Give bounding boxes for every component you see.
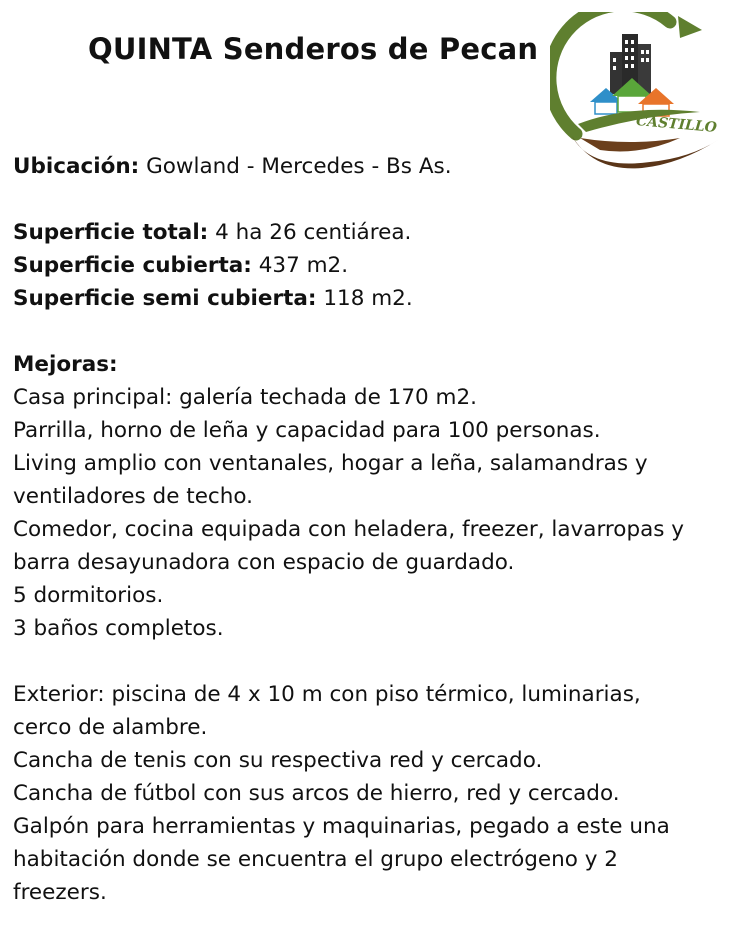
mejoras-line: Casa principal: galería techada de 170 m2. — [13, 385, 477, 410]
ubicacion-label: Ubicación: — [13, 154, 140, 179]
mejoras-line: Living amplio con ventanales, hogar a leña, salamandras y — [13, 451, 648, 476]
ubicacion-value: Gowland - Mercedes - Bs As. — [139, 154, 452, 179]
logo-text: CASTILLO — [635, 113, 718, 137]
superficie-label: Superficie semi cubierta: — [13, 286, 317, 311]
exterior-line: habitación donde se encuentra el grupo electrógeno y 2 — [13, 847, 618, 872]
mejoras-line: Comedor, cocina equipada con heladera, freezer, lavarropas y — [13, 517, 685, 542]
mejoras-heading: Mejoras: — [13, 352, 118, 377]
superficie-value: 118 m2. — [316, 286, 413, 311]
mejoras-line: Parrilla, horno de leña y capacidad para 100 personas. — [13, 418, 601, 443]
exterior-line: Galpón para herramientas y maquinarias, pegado a este una — [13, 814, 670, 839]
exterior-line: cerco de alambre. — [13, 715, 208, 740]
exterior-line: Exterior: piscina de 4 x 10 m con piso térmico, luminarias, — [13, 682, 641, 707]
page-title: QUINTA Senderos de Pecan — [88, 32, 539, 66]
mejoras-line: 5 dormitorios. — [13, 583, 164, 608]
superficie-cubierta-line — [13, 249, 725, 282]
superficie-label: Superficie cubierta: — [13, 253, 252, 278]
superficie-value: 437 m2. — [251, 253, 349, 278]
superficie-total-line — [13, 216, 725, 249]
superficie-semi-cubierta-line — [13, 282, 725, 315]
superficie-label: Superficie total: — [13, 220, 209, 245]
mejoras-line: ventiladores de techo. — [13, 484, 253, 509]
property-description — [13, 150, 725, 909]
castillo-logo — [550, 12, 720, 172]
mejoras-line: 3 baños completos. — [13, 616, 224, 641]
exterior-line: Cancha de tenis con su respectiva red y cercado. — [13, 748, 543, 773]
mejoras-line: barra desayunadora con espacio de guardado. — [13, 550, 515, 575]
ubicacion-line — [13, 150, 725, 183]
superficie-value: 4 ha 26 centiárea. — [208, 220, 412, 245]
exterior-line: freezers. — [13, 880, 107, 905]
exterior-line: Cancha de fútbol con sus arcos de hierro, red y cercado. — [13, 781, 620, 806]
